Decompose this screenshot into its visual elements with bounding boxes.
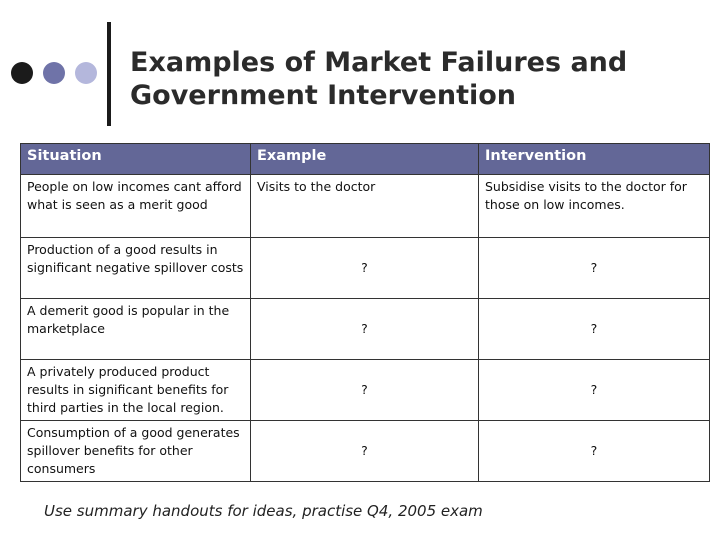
cell-intervention: ?: [479, 299, 710, 360]
market-failures-table: [20, 143, 710, 482]
table-row: [21, 360, 710, 421]
cell-situation: Consumption of a good generates spillover benefits for other consumers: [21, 421, 251, 482]
table-row: [21, 175, 710, 238]
slide-title: [130, 46, 710, 112]
cell-intervention: ?: [479, 421, 710, 482]
cell-example: ?: [251, 238, 479, 299]
table-header-row: [21, 144, 710, 175]
slide-title-line2: Government Intervention: [130, 80, 517, 111]
footer-note: Use summary handouts for ideas, practise Q4, 2005 exam: [44, 502, 483, 520]
table-row: [21, 299, 710, 360]
header-intervention: Intervention: [479, 144, 710, 175]
dot-medium: [43, 62, 65, 84]
table-row: [21, 421, 710, 482]
dot-dark: [11, 62, 33, 84]
cell-situation: A privately produced product results in significant benefits for third parties in the local region.: [21, 360, 251, 421]
cell-situation: A demerit good is popular in the marketplace: [21, 299, 251, 360]
cell-intervention: ?: [479, 238, 710, 299]
title-divider: [107, 22, 111, 126]
cell-example: ?: [251, 421, 479, 482]
cell-example: ?: [251, 299, 479, 360]
cell-situation: People on low incomes cant afford what is seen as a merit good: [21, 175, 251, 238]
dot-light: [75, 62, 97, 84]
header-situation: Situation: [21, 144, 251, 175]
slide-title-line1: Examples of Market Failures and: [130, 47, 628, 78]
cell-situation: Production of a good results in significant negative spillover costs: [21, 238, 251, 299]
cell-intervention: ?: [479, 360, 710, 421]
cell-example: Visits to the doctor: [251, 175, 479, 238]
table-row: [21, 238, 710, 299]
cell-intervention: Subsidise visits to the doctor for those on low incomes.: [479, 175, 710, 238]
cell-example: ?: [251, 360, 479, 421]
header-example: Example: [251, 144, 479, 175]
